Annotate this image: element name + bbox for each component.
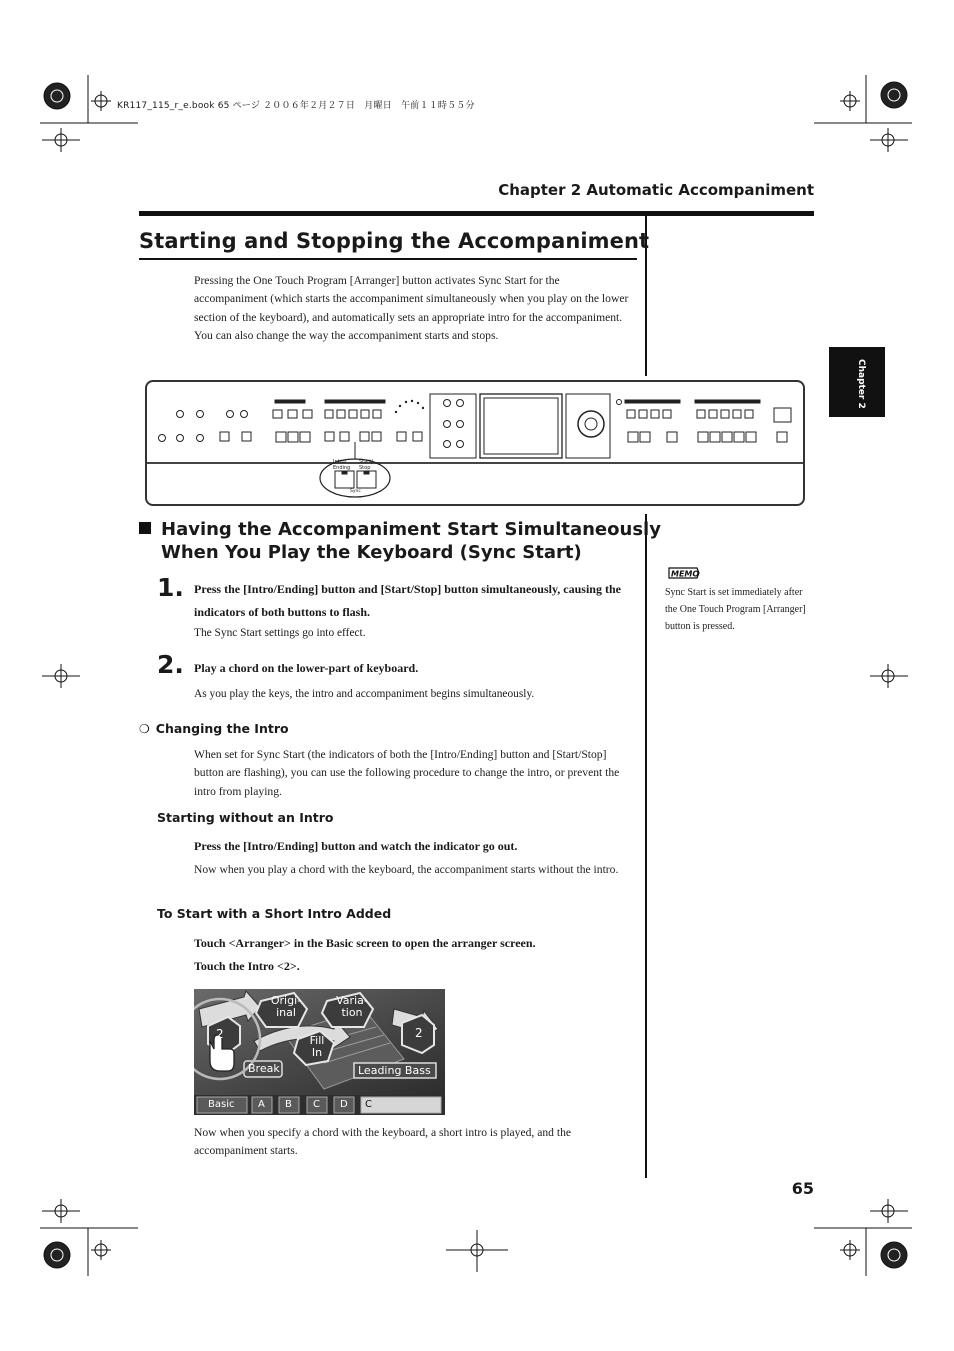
square-bullet-icon — [139, 522, 151, 534]
original-button[interactable]: Origi- inal — [270, 994, 302, 1019]
side-tab — [829, 347, 885, 417]
ending-2-button[interactable]: 2 — [415, 1026, 423, 1040]
page-number: 65 — [791, 1179, 814, 1198]
changing-intro-heading — [139, 721, 289, 736]
without-intro-body: Now when you play a chord with the keyboard, the accompaniment starts without the intro. — [194, 863, 619, 876]
step-1-note: The Sync Start settings go into effect. — [194, 627, 366, 639]
variation-d-button[interactable]: D — [340, 1099, 348, 1110]
print-info: KR117_115_r_e.book 65 ページ ２００６年２月２７日 月曜日 午前１１時５５分 — [117, 101, 475, 111]
subsection-title-line1: Having the Accompaniment Start Simultaneously — [161, 519, 661, 540]
intro-ending-label: Intro/ Ending — [333, 459, 351, 471]
basic-tab[interactable]: Basic — [208, 1099, 235, 1110]
memo-icon — [667, 566, 701, 580]
section-title: Starting and Stopping the Accompaniment — [139, 229, 650, 253]
intro-paragraph: Pressing the One Touch Program [Arranger] button activates Sync Start for the accompaniment (which starts the accompaniment simultaneously when you play on the lower section of the keyboard), and automatically sets an appropriate intro for the accompaniment. You can also change the way the accompaniment starts and stops. — [194, 274, 629, 343]
variation-c-button[interactable]: C — [313, 1099, 320, 1110]
title-rule — [139, 258, 637, 260]
subsection-title — [139, 519, 661, 541]
without-intro-instruction: Press the [Intro/Ending] button and watch the indicator go out. — [194, 839, 518, 853]
column-rule-bottom — [645, 514, 647, 1178]
step-1-number: 1. — [157, 573, 184, 602]
changing-intro-body: When set for Sync Start (the indicators of both the [Intro/Ending] button and [Start/Stop] button are flashing), you can use the following procedure to change the intro, or prevent the intro from playing. — [194, 748, 620, 798]
panel-controls — [147, 382, 802, 503]
step-2-instruction: Play a chord on the lower-part of keyboard. — [194, 661, 419, 675]
circle-bullet-icon: ❍ — [139, 722, 150, 736]
side-tab-label: Chapter 2 — [856, 359, 866, 409]
short-intro-body: Now when you specify a chord with the keyboard, a short intro is played, and the accompaniment starts. — [194, 1126, 572, 1158]
break-button[interactable]: Break — [248, 1062, 280, 1075]
short-intro-heading: To Start with a Short Intro Added — [157, 906, 392, 921]
memo-label: MEMO — [671, 569, 700, 579]
without-intro-heading: Starting without an Intro — [157, 810, 334, 825]
step-2-note: As you play the keys, the intro and accompaniment begins simultaneously. — [194, 688, 535, 700]
step-1-instruction: Press the [Intro/Ending] button and [Start/Stop] button simultaneously, causing the indicators of both buttons to flash. — [194, 582, 621, 619]
variation-button[interactable]: Varia- tion — [336, 994, 368, 1019]
step-2-number: 2. — [157, 650, 184, 679]
control-panel-illustration — [145, 380, 805, 506]
sync-label: Sync — [350, 489, 361, 494]
memo-text: Sync Start is set immediately after the One Touch Program [Arranger] button is pressed. — [665, 587, 806, 632]
short-intro-instruction-2: Touch the Intro <2>. — [194, 959, 300, 973]
header-rule — [139, 211, 814, 216]
arranger-screen — [194, 989, 445, 1115]
chapter-header: Chapter 2 Automatic Accompaniment — [498, 181, 814, 199]
subsection-title-line2: When You Play the Keyboard (Sync Start) — [161, 542, 582, 563]
intro-2-button[interactable]: 2 — [216, 1027, 224, 1041]
leading-bass-button[interactable]: Leading Bass — [358, 1064, 431, 1077]
chord-display: C — [365, 1099, 372, 1110]
start-stop-label: Start/ Stop — [359, 459, 373, 471]
fill-in-button[interactable]: Fill In — [309, 1034, 325, 1059]
variation-b-button[interactable]: B — [285, 1099, 292, 1110]
short-intro-instruction-1: Touch <Arranger> in the Basic screen to open the arranger screen. — [194, 936, 536, 950]
variation-a-button[interactable]: A — [258, 1099, 265, 1110]
changing-intro-title: Changing the Intro — [155, 721, 289, 736]
